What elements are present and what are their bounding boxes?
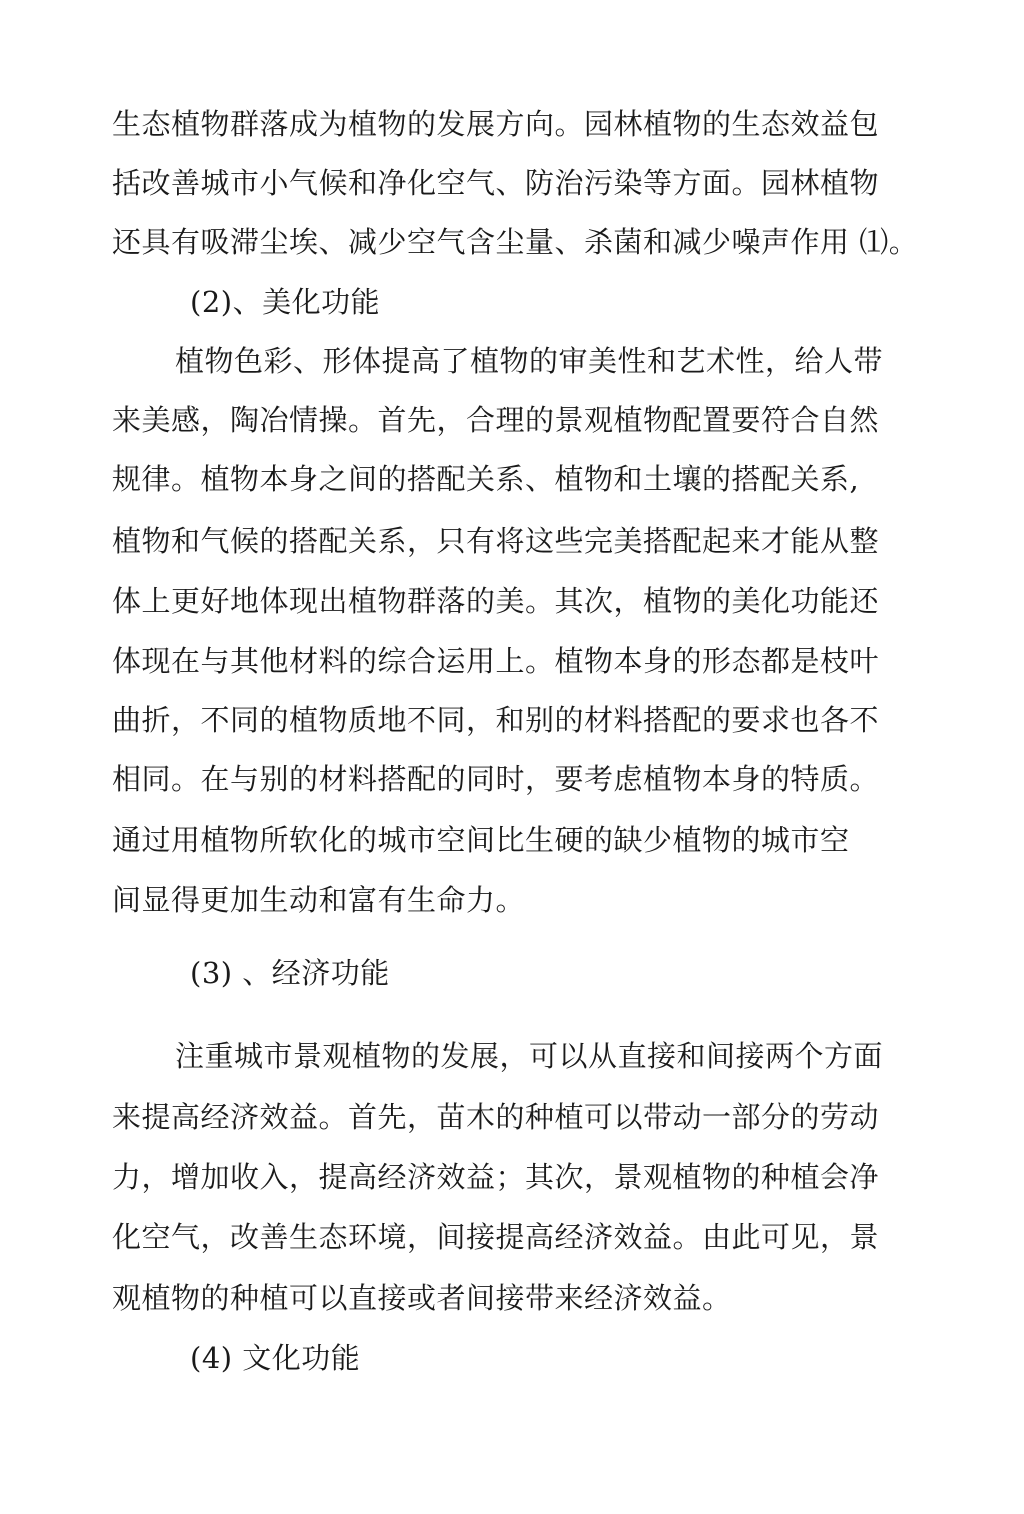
paragraph-2-line-9: 通过用植物所软化的城市空间比生硬的缺少植物的城市空: [112, 823, 850, 857]
paragraph-1-line-2: 括改善城市小气候和净化空气、防治污染等方面。园林植物: [112, 166, 880, 200]
paragraph-2-line-2: 来美感，陶冶情操。首先，合理的景观植物配置要符合自然: [112, 403, 880, 437]
paragraph-2-line-10: 间显得更加生动和富有生命力。: [112, 883, 526, 917]
paragraph-3-line-5: 观植物的种植可以直接或者间接带来经济效益。: [112, 1281, 732, 1315]
section-heading-beautification: (2)、美化功能: [190, 285, 381, 319]
paragraph-1-line-3: 还具有吸滞尘埃、减少空气含尘量、杀菌和减少噪声作用 ⑴。: [112, 225, 919, 259]
paragraph-2-line-4: 植物和气候的搭配关系，只有将这些完美搭配起来才能从整: [112, 524, 880, 558]
paragraph-3-line-3: 力，增加收入，提高经济效益；其次，景观植物的种植会净: [112, 1160, 880, 1194]
paragraph-2-line-7: 曲折，不同的植物质地不同，和别的材料搭配的要求也各不: [112, 703, 880, 737]
paragraph-2-line-8: 相同。在与别的材料搭配的同时，要考虑植物本身的特质。: [112, 762, 880, 796]
paragraph-3-line-1: 注重城市景观植物的发展，可以从直接和间接两个方面: [175, 1039, 884, 1073]
paragraph-2-line-3: 规律。植物本身之间的搭配关系、植物和土壤的搭配关系,: [112, 462, 860, 496]
section-heading-cultural: (4) 文化功能: [190, 1341, 361, 1375]
paragraph-1-line-1: 生态植物群落成为植物的发展方向。园林植物的生态效益包: [112, 107, 880, 141]
paragraph-3-line-4: 化空气，改善生态环境，间接提高经济效益。由此可见，景: [112, 1220, 880, 1254]
paragraph-2-line-1: 植物色彩、形体提高了植物的审美性和艺术性，给人带: [175, 344, 884, 378]
paragraph-3-line-2: 来提高经济效益。首先，苗木的种植可以带动一部分的劳动: [112, 1100, 880, 1134]
paragraph-2-line-5: 体上更好地体现出植物群落的美。其次，植物的美化功能还: [112, 584, 880, 618]
paragraph-2-line-6: 体现在与其他材料的综合运用上。植物本身的形态都是枝叶: [112, 644, 880, 678]
section-heading-economic: (3) 、经济功能: [190, 956, 390, 990]
